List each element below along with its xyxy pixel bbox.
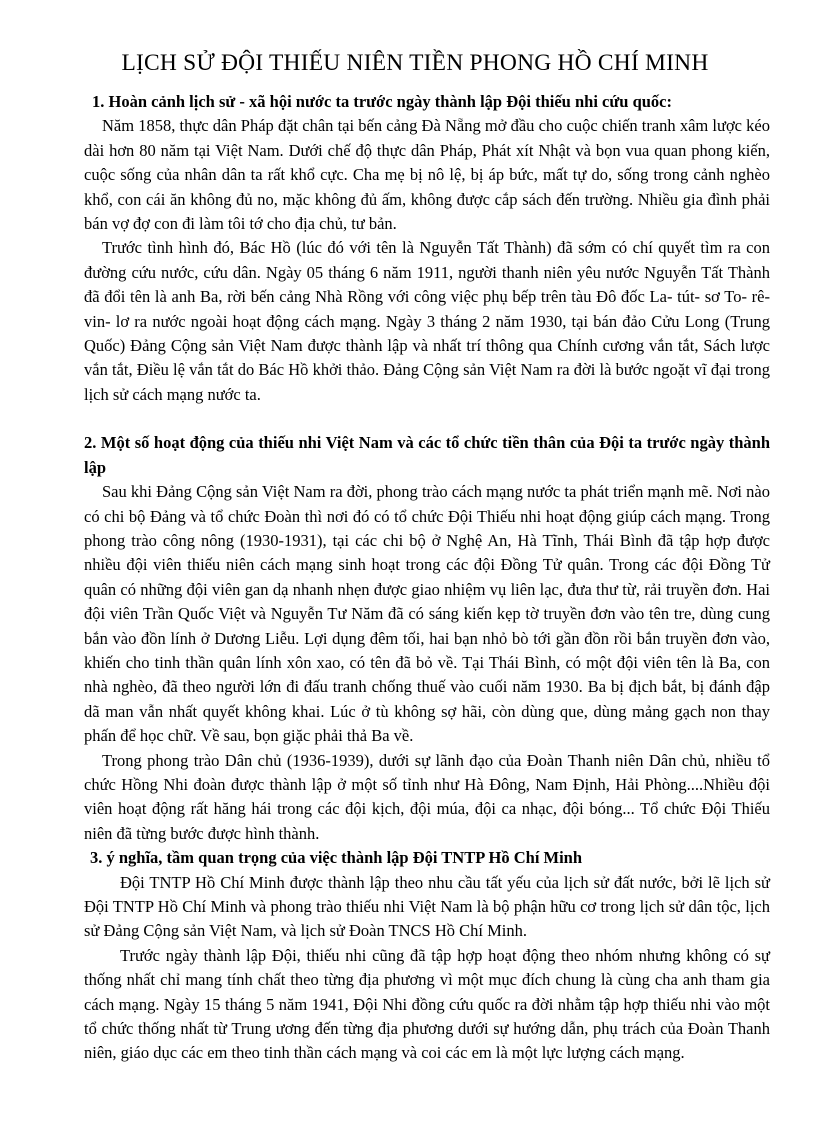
section-2 (84, 431, 770, 846)
paragraph: Đội TNTP Hồ Chí Minh được thành lập theo nhu cầu tất yếu của lịch sử đất nước, bởi lẽ lịch sử Đội TNTP Hồ Chí Minh và phong trào thiếu nhi Việt Nam là bộ phận hữu cơ trong lịch sử dân tộc, lịch sử Đảng Cộng sản Việt Nam, và lịch sử Đoàn TNCS Hồ Chí Minh. (84, 872, 770, 941)
section-1 (84, 90, 770, 407)
section-heading: 3. ý nghĩa, tầm quan trọng của việc thành lập Đội TNTP Hồ Chí Minh (90, 848, 583, 868)
section-heading: 1. Hoàn cảnh lịch sử - xã hội nước ta trước ngày thành lập Đội thiếu nhi cứu quốc: (92, 92, 672, 111)
paragraph: Trước tình hình đó, Bác Hồ (lúc đó với tên là Nguyễn Tất Thành) đã sớm có chí quyết tìm ra con đường cứu nước, cứu dân. Ngày 05 tháng 6 năm 1911, người thanh niên yêu nước Nguyễn Tất Thành đã đổi tên là anh Ba, rời bến cảng Nhà Rồng với công việc phụ bếp trên tàu Đô đốc La- tút- sơ To- rê- vin- lơ ra nước ngoài hoạt động cách mạng. Ngày 3 tháng 2 năm 1930, tại bán đảo Cửu Long (Trung Quốc) Đảng Cộng sản Việt Nam được thành lập và nhất trí thông qua Chính cương vắn tắt, Sách lược vắn tắt, Điều lệ vắn tắt do Bác Hồ khởi thảo. Đảng Cộng sản Việt Nam ra đời là bước ngoặt vĩ đại trong lịch sử cách mạng nước ta. (84, 238, 770, 404)
section-heading: 2. Một số hoạt động của thiếu nhi Việt Nam và các tổ chức tiền thân của Đội ta trước ngày thành lập (84, 433, 770, 477)
paragraph: Trước ngày thành lập Đội, thiếu nhi cũng đã tập hợp hoạt động theo nhóm nhưng không có sự thống nhất chỉ mang tính chất theo từng địa phương vì một mục đích chung là cùng cha anh tham gia cách mạng. Ngày 15 tháng 5 năm 1941, Đội Nhi đồng cứu quốc ra đời nhằm tập hợp thiếu nhi vào một tổ chức thống nhất từ Trung ương đến từng địa phương dưới sự hướng dẫn, phụ trách của Đoàn Thanh niên, giáo dục các em theo tinh thần cách mạng và coi các em là một lực lượng cách mạng. (84, 945, 770, 1063)
section-3 (84, 846, 770, 1066)
paragraph: Năm 1858, thực dân Pháp đặt chân tại bến cảng Đà Nẵng mở đầu cho cuộc chiến tranh xâm lược kéo dài hơn 80 năm tại Việt Nam. Dưới chế độ thực dân Pháp, Phát xít Nhật và bọn vua quan phong kiến, cuộc sống của nhân dân ta rất khổ cực. Cha mẹ bị nô lệ, bị áp bức, mất tự do, sống trong cảnh nghèo khổ, con cái ăn không đủ no, mặc không đủ ấm, không được cắp sách đến trường. Nhiều gia đình phải bán vợ đợ con đi làm tôi tớ cho địa chủ, tư bản. (84, 116, 770, 234)
paragraph: Trong phong trào Dân chủ (1936-1939), dưới sự lãnh đạo của Đoàn Thanh niên Dân chủ, nhiều tổ chức Hồng Nhi đoàn được thành lập ở một số tỉnh như Hà Đông, Nam Định, Hải Phòng....Nhiều đội viên hoạt động rất hăng hái trong các đội kịch, đội múa, đội ca nhạc, đội bóng... Tổ chức Đội Thiếu niên đã từng bước được hình thành. (84, 750, 770, 843)
document-body (84, 90, 770, 1066)
section-spacer (84, 407, 770, 431)
paragraph: Sau khi Đảng Cộng sản Việt Nam ra đời, phong trào cách mạng nước ta phát triển mạnh mẽ. Nơi nào có chi bộ Đảng và tổ chức Đoàn thì nơi đó có tổ chức Đội Thiếu nhi hoạt động giúp cách mạng. Trong phong trào công nông (1930-1931), tại các chi bộ ở Nghệ An, Hà Tĩnh, Thái Bình đã tập hợp được nhiều đội viên thiếu niên cách mạng sinh hoạt trong các đội Đồng Tử quân. Trong các đội Đồng Tử quân có những đội viên gan dạ nhanh nhẹn được giao nhiệm vụ liên lạc, đưa thư từ, rải truyền đơn. Hai đội viên Trần Quốc Việt và Nguyễn Tư Năm đã có sáng kiến kẹp tờ truyền đơn vào tên tre, dùng cung bắn vào đồn lính ở Dương Liễu. Lợi dụng đêm tối, hai bạn nhỏ bò tới gần đồn rồi bắn truyền đơn vào, khiến cho tinh thần quân lính xôn xao, có tên đã bỏ về. Tại Thái Bình, có một đội viên tên là Ba, con nhà nghèo, đã theo người lớn đi đấu tranh chống thuế vào cuối năm 1930. Ba bị địch bắt, bị đánh đập dã man vẫn nhất quyết không khai. Lúc ở tù không sợ hãi, còn dùng que, dùng mảng gạch non thay phấn để học chữ. Về sau, bọn giặc phải thả Ba về. (84, 482, 770, 746)
document-title: LỊCH SỬ ĐỘI THIẾU NIÊN TIỀN PHONG HỒ CHÍ MINH (121, 50, 709, 76)
